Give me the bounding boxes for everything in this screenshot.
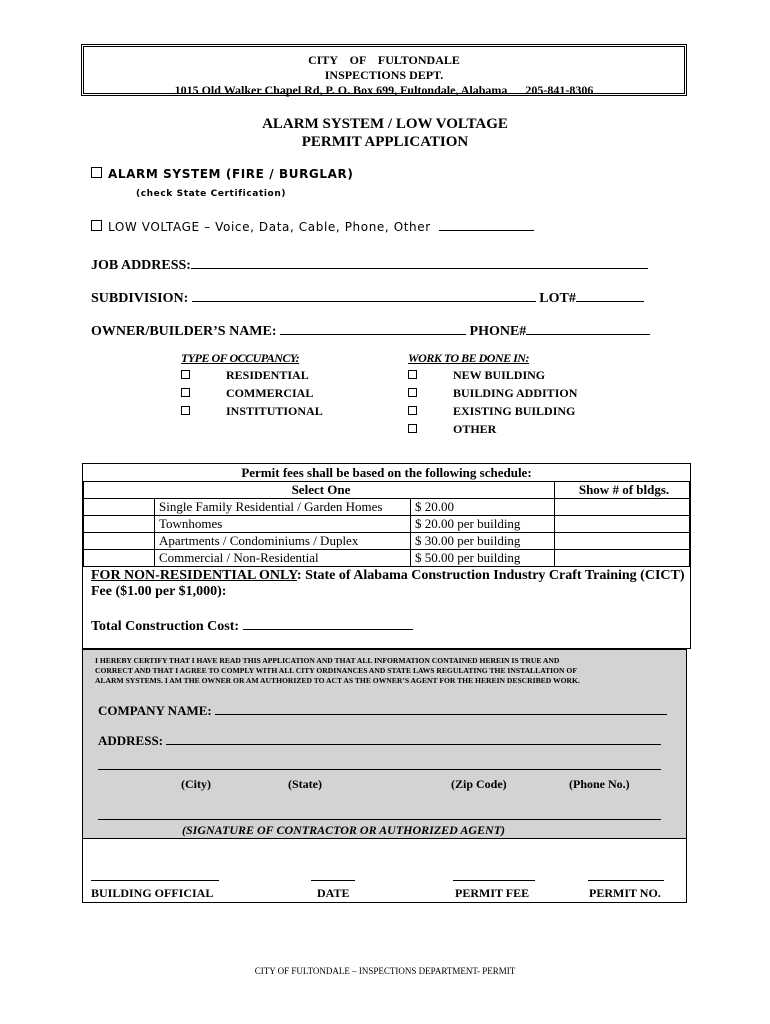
select-one-header: Select One xyxy=(83,481,555,499)
address-line xyxy=(84,83,684,98)
non-residential-label: FOR NON-RESIDENTIAL ONLY xyxy=(91,568,297,583)
low-voltage-label: LOW VOLTAGE – Voice, Data, Cable, Phone, Other xyxy=(108,220,431,234)
occupancy-checkbox[interactable] xyxy=(181,388,190,397)
fee-schedule-heading: Permit fees shall be based on the following schedule: xyxy=(241,465,532,480)
fee-type-cell: Commercial / Non-Residential xyxy=(154,549,411,567)
job-address-field[interactable] xyxy=(191,256,648,269)
zip-caption: (Zip Code) xyxy=(451,777,507,791)
company-field[interactable] xyxy=(215,702,667,715)
company-label: COMPANY NAME: xyxy=(98,703,212,718)
address-label: ADDRESS: xyxy=(98,733,164,748)
certification-line: CORRECT AND THAT I AGREE TO COMPLY WITH ALL CITY ORDINANCES AND STATE LAWS REGULATING THE INSTALLATION OF xyxy=(95,666,577,675)
permit-no-line[interactable] xyxy=(588,880,664,881)
owner-label: OWNER/BUILDER’S NAME: xyxy=(91,324,277,339)
state-caption: (State) xyxy=(288,777,322,791)
work-building-addition[interactable] xyxy=(408,386,578,401)
city-caption: (City) xyxy=(181,777,211,791)
low-voltage-other-field[interactable] xyxy=(439,218,534,231)
occupancy-label: RESIDENTIAL xyxy=(226,368,309,382)
non-residential-text: : State of Alabama Construction Industry Craft Training (CICT) xyxy=(296,568,685,583)
total-cost-field[interactable] xyxy=(243,617,413,630)
subdivision-field[interactable] xyxy=(192,289,536,302)
fee-amount-cell: $ 30.00 per building xyxy=(410,532,555,550)
work-checkbox[interactable] xyxy=(408,370,417,379)
city-name: CITY OF FULTONDALE xyxy=(308,53,460,67)
phone-number: 205-841-8306 xyxy=(525,83,594,97)
owner-field[interactable] xyxy=(280,322,466,335)
form-subtitle: PERMIT APPLICATION xyxy=(301,134,469,150)
building-official-line[interactable] xyxy=(91,880,219,881)
phone-caption: (Phone No.) xyxy=(569,777,630,791)
occupancy-commercial[interactable] xyxy=(181,386,314,401)
occupancy-checkbox[interactable] xyxy=(181,406,190,415)
certification-line: ALARM SYSTEMS. I AM THE OWNER OR AM AUTHORIZED TO ACT AS THE OWNER’S AGENT FOR THE HEREIN DESCRIBED WORK. xyxy=(95,676,580,685)
phone-field[interactable] xyxy=(526,322,650,335)
form-title: ALARM SYSTEM / LOW VOLTAGE xyxy=(262,116,508,132)
alarm-system-note: (check State Certification) xyxy=(136,189,287,199)
work-other[interactable] xyxy=(408,422,497,437)
fee-type-cell: Townhomes xyxy=(154,515,411,533)
fee-bldgs-cell[interactable] xyxy=(554,498,690,516)
fee-type-cell: Single Family Residential / Garden Homes xyxy=(154,498,411,516)
subdivision-label: SUBDIVISION: xyxy=(91,291,189,306)
official-use-box xyxy=(82,839,687,903)
phone-label: PHONE# xyxy=(469,324,527,339)
total-cost-label: Total Construction Cost: xyxy=(91,619,240,634)
fee-select-cell[interactable] xyxy=(83,549,155,567)
date-line[interactable] xyxy=(311,880,355,881)
job-address-row xyxy=(91,256,648,274)
certification-box xyxy=(82,649,687,839)
occupancy-checkbox[interactable] xyxy=(181,370,190,379)
lot-field[interactable] xyxy=(576,289,644,302)
lot-label: LOT# xyxy=(539,291,576,306)
work-label: NEW BUILDING xyxy=(453,368,546,382)
city-state-zip-line[interactable] xyxy=(98,769,661,770)
building-official-caption: BUILDING OFFICIAL xyxy=(91,886,214,900)
alarm-system-option[interactable] xyxy=(91,167,353,181)
occupancy-residential[interactable] xyxy=(181,368,309,383)
company-row xyxy=(98,702,667,719)
fee-select-cell[interactable] xyxy=(83,532,155,550)
fee-schedule-box xyxy=(82,463,691,649)
work-header: WORK TO BE DONE IN: xyxy=(408,351,529,365)
show-bldgs-header: Show # of bldgs. xyxy=(554,481,690,499)
fee-amount-cell: $ 50.00 per building xyxy=(410,549,555,567)
fee-select-cell[interactable] xyxy=(83,515,155,533)
department-name: INSPECTIONS DEPT. xyxy=(324,68,444,82)
date-caption: DATE xyxy=(317,886,350,900)
page-footer: CITY OF FULTONDALE – INSPECTIONS DEPARTMENT- PERMIT xyxy=(254,966,516,976)
low-voltage-checkbox[interactable] xyxy=(91,220,102,231)
low-voltage-option[interactable] xyxy=(91,218,534,234)
address-row xyxy=(98,732,661,749)
occupancy-header: TYPE OF OCCUPANCY: xyxy=(181,351,300,365)
work-existing-building[interactable] xyxy=(408,404,576,419)
fee-amount-cell: $ 20.00 xyxy=(410,498,555,516)
subdivision-row xyxy=(91,289,644,307)
work-label: EXISTING BUILDING xyxy=(453,404,576,418)
fee-bldgs-cell[interactable] xyxy=(554,549,690,567)
fee-select-cell[interactable] xyxy=(83,498,155,516)
alarm-system-checkbox[interactable] xyxy=(91,167,102,178)
fee-bldgs-cell[interactable] xyxy=(554,515,690,533)
owner-row xyxy=(91,322,650,340)
cict-fee-label: Fee ($1.00 per $1,000): xyxy=(91,584,227,599)
permit-fee-line[interactable] xyxy=(453,880,535,881)
certification-line: I HEREBY CERTIFY THAT I HAVE READ THIS APPLICATION AND THAT ALL INFORMATION CONTAINED HEREIN IS TRUE AND xyxy=(95,656,560,665)
job-address-label: JOB ADDRESS: xyxy=(91,258,191,273)
non-residential-note xyxy=(91,568,691,600)
permit-fee-caption: PERMIT FEE xyxy=(455,886,530,900)
letterhead-box xyxy=(81,44,687,96)
signature-caption: (SIGNATURE OF CONTRACTOR OR AUTHORIZED AGENT) xyxy=(182,823,506,837)
work-label: OTHER xyxy=(453,422,497,436)
occupancy-label: INSTITUTIONAL xyxy=(226,404,323,418)
alarm-system-label: ALARM SYSTEM (FIRE / BURGLAR) xyxy=(108,167,354,181)
address-field[interactable] xyxy=(166,732,661,745)
signature-line[interactable] xyxy=(98,819,661,820)
work-checkbox[interactable] xyxy=(408,424,417,433)
work-label: BUILDING ADDITION xyxy=(453,386,578,400)
work-new-building[interactable] xyxy=(408,368,546,383)
work-checkbox[interactable] xyxy=(408,388,417,397)
fee-type-cell: Apartments / Condominiums / Duplex xyxy=(154,532,411,550)
street-address: 1015 Old Walker Chapel Rd, P. O. Box 699, Fultondale, Alabama xyxy=(174,83,508,97)
occupancy-label: COMMERCIAL xyxy=(226,386,314,400)
total-cost-row xyxy=(91,617,413,635)
fee-amount-cell: $ 20.00 per building xyxy=(410,515,555,533)
certification-text xyxy=(95,656,580,686)
occupancy-institutional[interactable] xyxy=(181,404,323,419)
fee-bldgs-cell[interactable] xyxy=(554,532,690,550)
work-checkbox[interactable] xyxy=(408,406,417,415)
permit-no-caption: PERMIT NO. xyxy=(589,886,661,900)
